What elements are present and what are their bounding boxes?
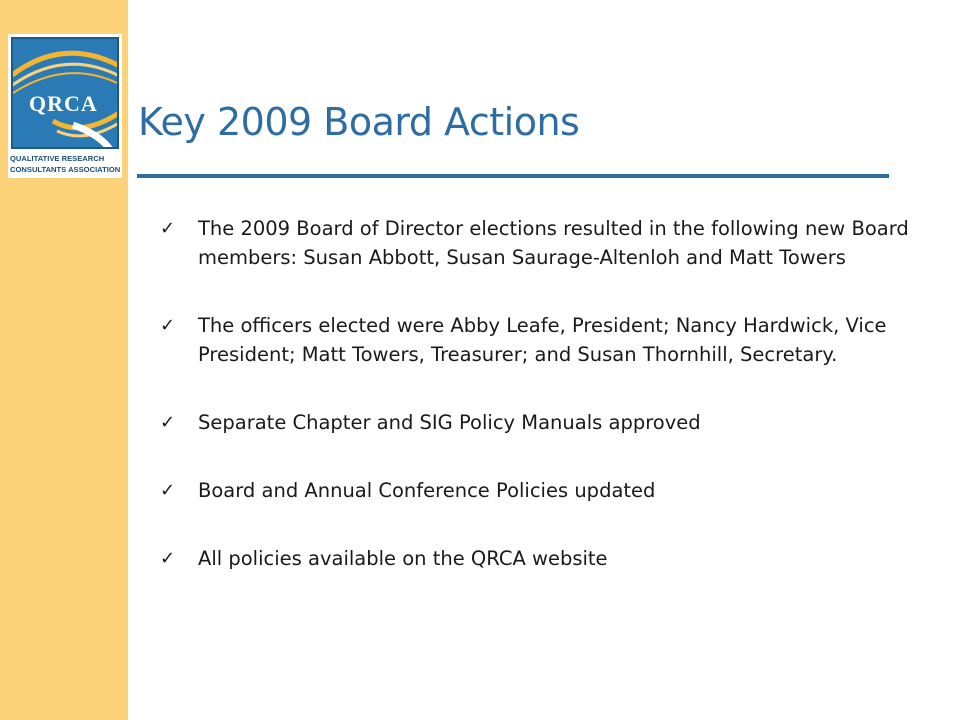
logo-tagline: QUALITATIVE RESEARCH CONSULTANTS ASSOCIATION (10, 154, 121, 174)
bullet-text: Board and Annual Conference Policies updated (198, 479, 656, 502)
checkmark-icon: ✓ (160, 412, 176, 433)
slide-title: Key 2009 Board Actions (138, 100, 580, 144)
checkmark-icon: ✓ (160, 480, 176, 501)
bullet-item (160, 408, 955, 437)
bullet-text: The officers elected were Abby Leafe, President; Nancy Hardwick, Vice President; Matt Towers, Treasurer; and Susan Thornhill, Secretary. (198, 314, 887, 366)
bullet-list (160, 214, 955, 612)
bullet-item (160, 214, 955, 272)
checkmark-icon: ✓ (160, 218, 176, 239)
qrca-logo (8, 34, 122, 178)
bullet-item (160, 544, 955, 573)
logo-mark (11, 37, 119, 149)
bullet-item (160, 311, 955, 369)
checkmark-icon: ✓ (160, 315, 176, 336)
logo-name: QRCA (29, 91, 98, 116)
bullet-text: All policies available on the QRCA website (198, 547, 608, 570)
bullet-item (160, 476, 955, 505)
bullet-text: Separate Chapter and SIG Policy Manuals approved (198, 411, 701, 434)
checkmark-icon: ✓ (160, 548, 176, 569)
bullet-text: The 2009 Board of Director elections resulted in the following new Board members: Susan Abbott, Susan Saurage-Altenloh and Matt Towers (198, 217, 909, 269)
title-underline (137, 174, 889, 178)
